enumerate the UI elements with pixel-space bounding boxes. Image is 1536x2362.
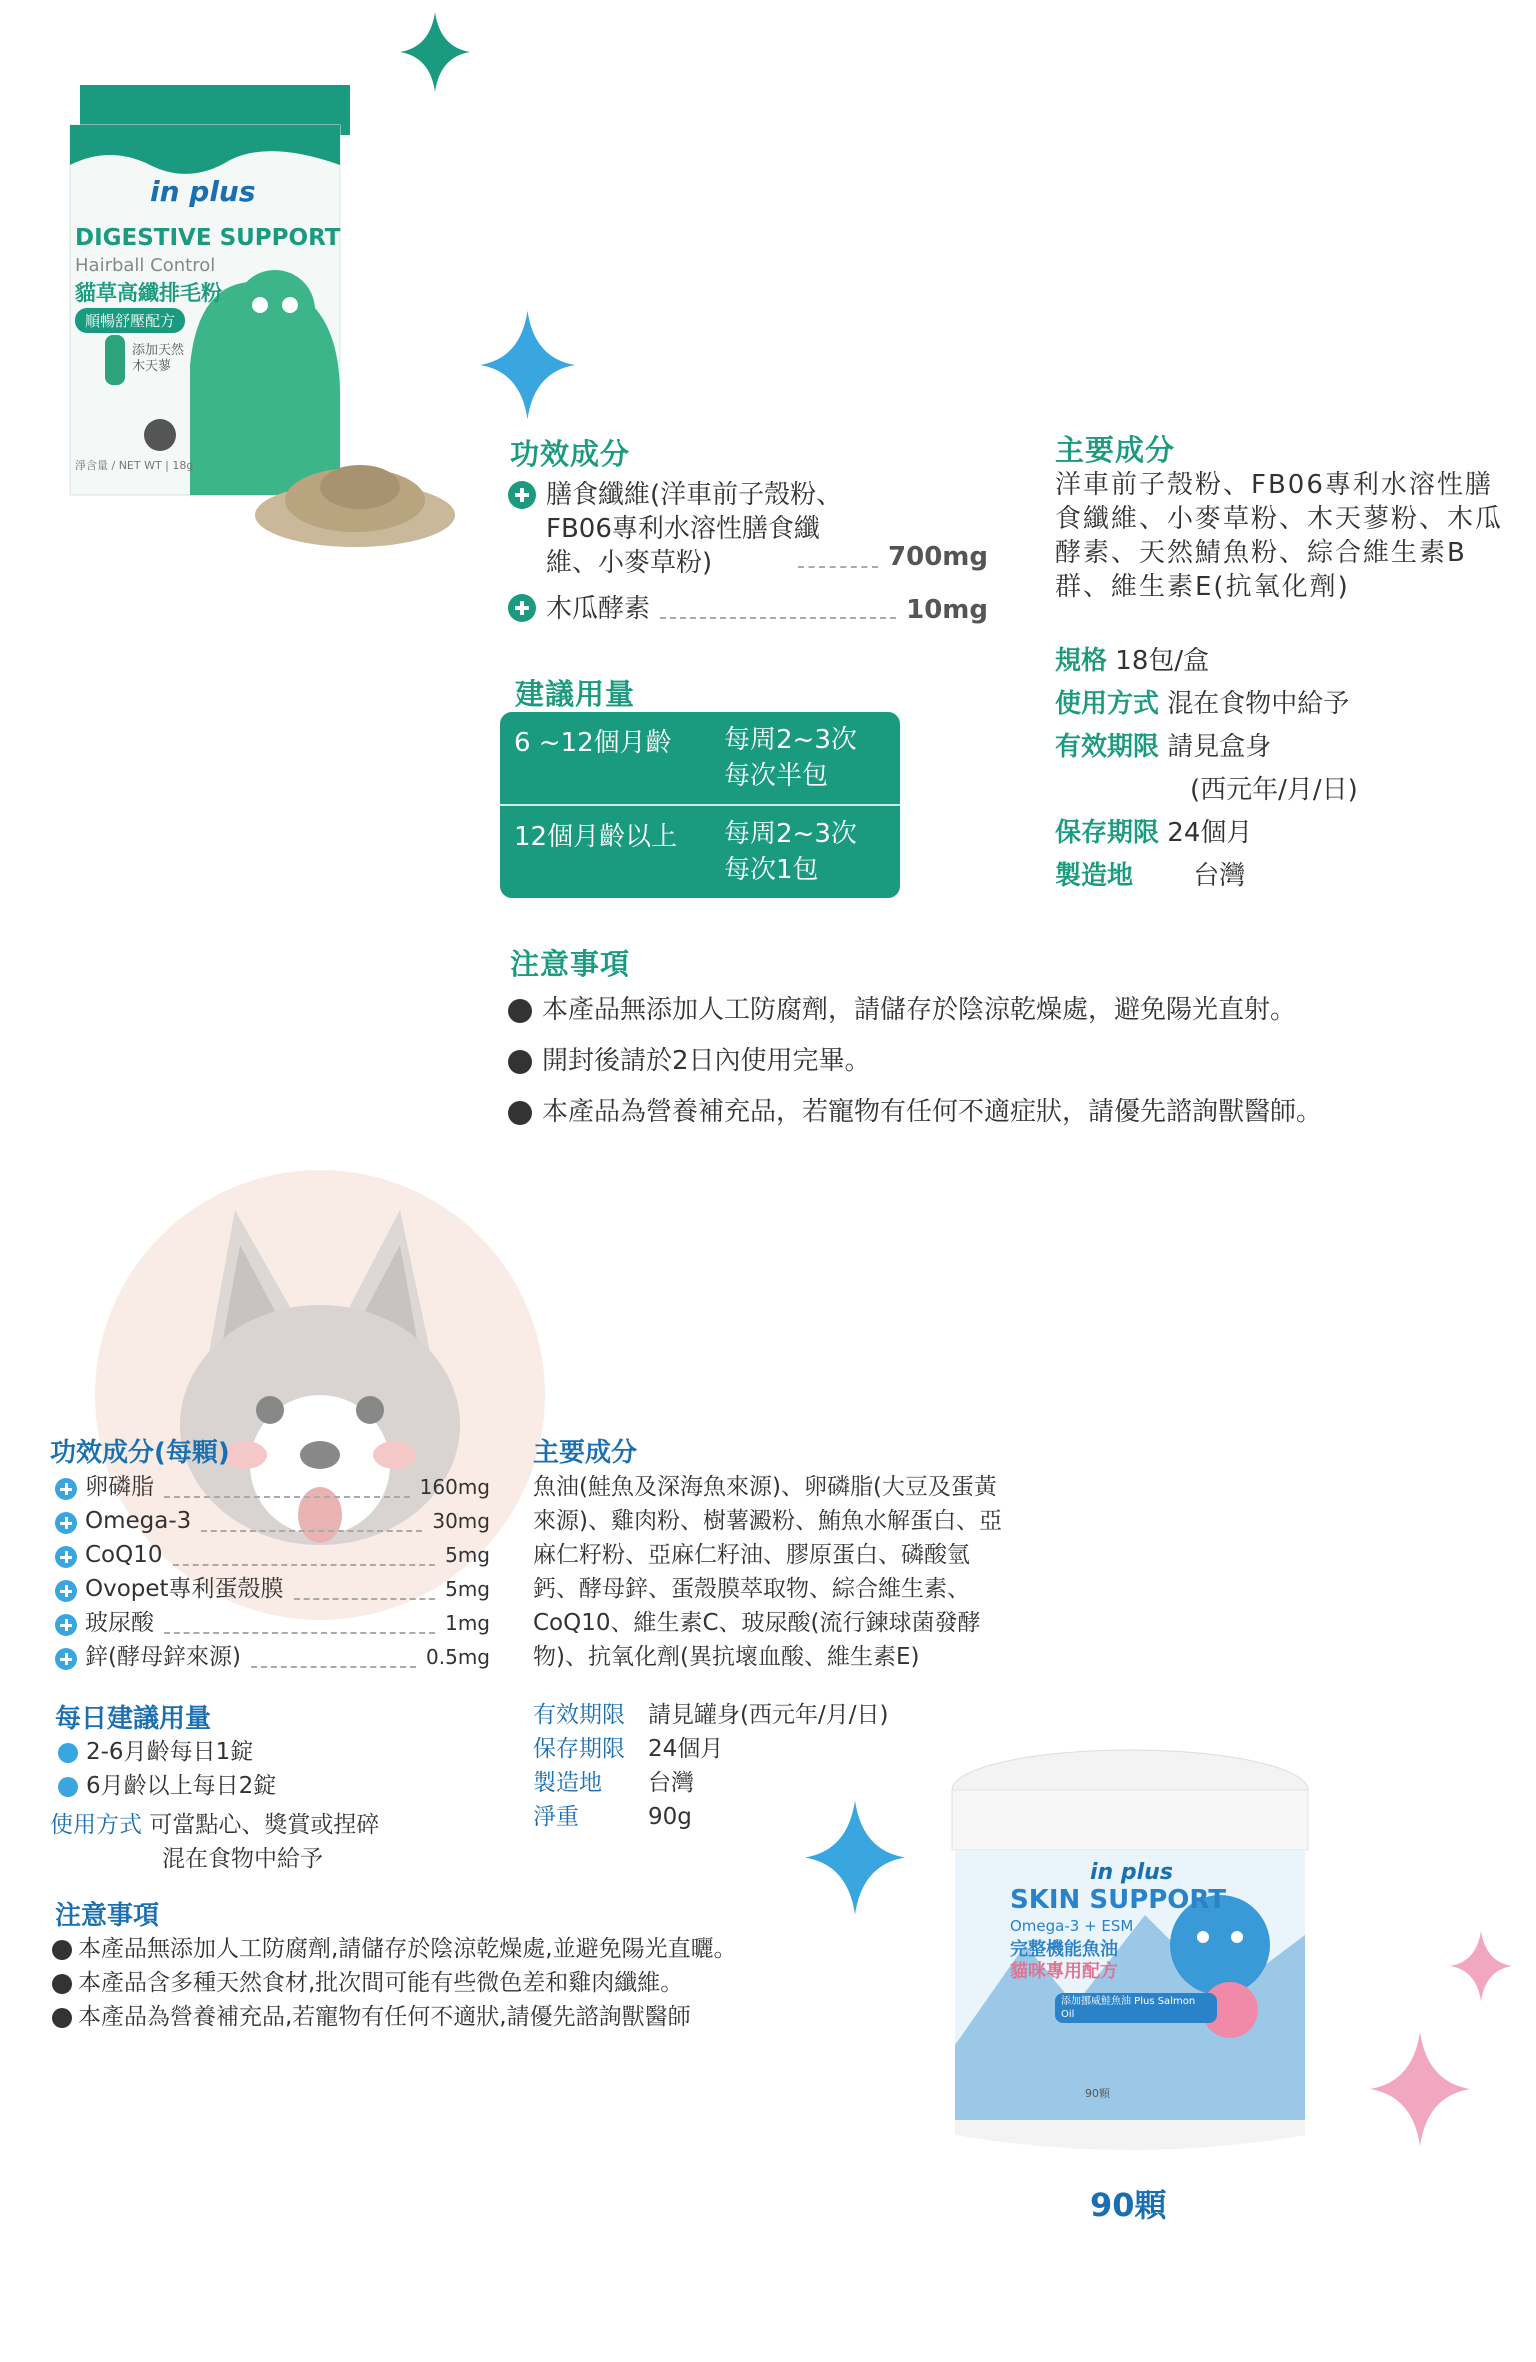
- efficacy-item-amount: 700mg: [888, 542, 988, 572]
- dosage-row: [500, 804, 900, 898]
- note-item: 開封後請於2日內使用完畢。: [508, 1036, 1322, 1087]
- dosage-table: [500, 712, 900, 898]
- spec-label: 保存期限: [1055, 818, 1160, 848]
- dosage-heading: 建議用量: [515, 677, 636, 711]
- spec-value: 24個月: [1167, 818, 1253, 848]
- efficacy-item-name: 木瓜酵素: [546, 594, 651, 624]
- powder-pile-image: [250, 445, 460, 555]
- efficacy-item-amount: 10mg: [906, 595, 988, 625]
- bullet-icon: [52, 1940, 72, 1960]
- notes-heading: 注意事項: [55, 1901, 160, 1931]
- usage-line: 混在食物中給予: [162, 1846, 323, 1872]
- usage-line: 可當點心、獎賞或捏碎: [149, 1812, 380, 1838]
- ingredients-heading: 主要成分: [533, 1438, 638, 1468]
- leader-dots: [294, 1598, 436, 1600]
- dosage-item: 2-6月齡每日1錠: [58, 1735, 276, 1769]
- bullet-icon: [52, 1974, 72, 1994]
- spec-value: 混在食物中給予: [1167, 689, 1350, 719]
- note-item: 本產品為營養補充品,若寵物有任何不適狀,請優先諮詢獸醫師: [52, 2000, 737, 2034]
- leader-dots: [201, 1530, 422, 1532]
- box-subtitle-en: Hairball Control: [75, 255, 216, 276]
- ingredients-heading: 主要成分: [1055, 433, 1176, 467]
- leader-dots: [164, 1496, 410, 1498]
- plus-circle-icon: [55, 1614, 77, 1636]
- box-badge: 順暢舒壓配方: [75, 308, 185, 333]
- leader-dots: [251, 1666, 416, 1668]
- efficacy-list: [55, 1470, 490, 1674]
- note-item: 本產品無添加人工防腐劑，請儲存於陰涼乾燥處，避免陽光直射。: [508, 985, 1322, 1036]
- leader-dots: [164, 1632, 435, 1634]
- sparkle-icon: [1450, 1930, 1512, 2002]
- leader-dots: [798, 566, 878, 568]
- plus-circle-icon: [55, 1512, 77, 1534]
- ingredients-text: 魚油(鮭魚及深海魚來源)、卵磷脂(大豆及蛋黃來源)、雞肉粉、樹薯澱粉、鮪魚水解蛋白、亞麻仁籽粉、亞麻仁籽油、膠原蛋白、磷酸氫鈣、酵母鋅、蛋殼膜萃取物、綜合維生素、CoQ10、維生素C、玻尿酸(流行鍊球菌發酵物)、抗氧化劑(異抗壞血酸、維生素E): [533, 1474, 1002, 1670]
- spec-label: 保存期限: [533, 1736, 625, 1762]
- plus-circle-icon: [55, 1546, 77, 1568]
- box-net: 淨含量 / NET WT | 18g: [75, 459, 194, 472]
- spec-label: 製造地: [533, 1770, 602, 1796]
- box-title-en: DIGESTIVE SUPPORT: [75, 225, 341, 251]
- bullet-icon: [508, 999, 532, 1023]
- box-brand: in plus: [150, 175, 256, 208]
- product-jar-skin: [945, 1745, 1315, 2155]
- note-item: 本產品含多種天然食材,批次間可能有些微色差和雞肉纖維。: [52, 1966, 737, 2000]
- spec-value: 24個月: [648, 1736, 724, 1762]
- spec-value: 台灣: [648, 1770, 694, 1796]
- efficacy-item: Ovopet專利蛋殼膜 5mg: [55, 1572, 490, 1606]
- notes-list: [52, 1932, 737, 2034]
- dosage-row: [500, 712, 900, 804]
- dosage-age: 12個月齡以上: [514, 822, 678, 852]
- dosage-list: [58, 1735, 276, 1803]
- note-item: 本產品無添加人工防腐劑,請儲存於陰涼乾燥處,並避免陽光直曬。: [52, 1932, 737, 1966]
- efficacy-item: 鋅(酵母鋅來源) 0.5mg: [55, 1640, 490, 1674]
- box-note: 添加天然木天蓼: [132, 343, 185, 374]
- leader-dots: [173, 1564, 436, 1566]
- spec-label: 淨重: [533, 1804, 579, 1830]
- plus-circle-icon: [55, 1580, 77, 1602]
- note-item: 本產品為營養補充品，若寵物有任何不適症狀，請優先諮詢獸醫師。: [508, 1087, 1322, 1138]
- dosage-heading: 每日建議用量: [55, 1704, 212, 1734]
- dosage-freq: 每周2~3次: [724, 819, 857, 849]
- efficacy-item: Omega-3 30mg: [55, 1504, 490, 1538]
- notes-heading: 注意事項: [510, 947, 631, 981]
- sparkle-icon: [805, 1800, 905, 1915]
- box-title-zh: 貓草高纖排毛粉: [75, 281, 222, 305]
- efficacy-item: 玻尿酸 1mg: [55, 1606, 490, 1640]
- spec-label: 有效期限: [1055, 732, 1160, 762]
- sparkle-icon: [480, 310, 575, 420]
- dosage-age: 6 ~12個月齡: [514, 728, 672, 758]
- product-box-digestive: [50, 65, 355, 505]
- spec-label: 有效期限: [533, 1702, 625, 1728]
- bullet-icon: [58, 1777, 78, 1797]
- jar-count-caption: 90顆: [1090, 2186, 1167, 2224]
- bullet-icon: [58, 1743, 78, 1763]
- notes-list: [508, 985, 1322, 1138]
- spec-value: (西元年/月/日): [1190, 775, 1358, 805]
- spec-value: 90g: [648, 1804, 692, 1830]
- plus-circle-icon: [508, 481, 536, 509]
- efficacy-item: [508, 588, 988, 625]
- efficacy-item: CoQ10 5mg: [55, 1538, 490, 1572]
- efficacy-item: 卵磷脂 160mg: [55, 1470, 490, 1504]
- sparkle-icon: [1370, 2030, 1470, 2148]
- dosage-amount: 每次1包: [724, 855, 819, 885]
- jar-brand: in plus: [1090, 1860, 1173, 1885]
- jar-subtitle-en: Omega-3 + ESM: [1010, 1917, 1134, 1935]
- jar-title-zh1: 完整機能魚油: [1010, 1939, 1118, 1960]
- ingredients-text: 洋車前子殼粉、FB06專利水溶性膳食纖維、小麥草粉、木天蓼粉、木瓜酵素、天然鯖魚粉、綜合維生素B群、維生素E(抗氧化劑): [1055, 470, 1504, 602]
- plus-circle-icon: [508, 594, 536, 622]
- spec-value: 請見盒身: [1167, 732, 1272, 762]
- spec-label: 規格: [1055, 646, 1108, 676]
- plus-circle-icon: [55, 1478, 77, 1500]
- spec-value: 請見罐身(西元年/月/日): [648, 1702, 889, 1728]
- jar-title-en: SKIN SUPPORT: [1010, 1885, 1226, 1915]
- spec-label: 製造地: [1055, 861, 1134, 891]
- efficacy-item: [508, 478, 988, 580]
- jar-tag: 添加挪威鮭魚油 Plus Salmon Oil: [1055, 1993, 1217, 2023]
- usage-label: 使用方式: [50, 1812, 142, 1838]
- efficacy-heading: 功效成分(每顆): [50, 1438, 230, 1468]
- specs-list: [1055, 640, 1358, 898]
- efficacy-heading: 功效成分: [510, 437, 631, 471]
- bullet-icon: [508, 1050, 532, 1074]
- bullet-icon: [52, 2008, 72, 2028]
- plus-circle-icon: [55, 1648, 77, 1670]
- dosage-amount: 每次半包: [724, 761, 829, 791]
- usage: [50, 1808, 379, 1876]
- jar-count: 90顆: [1085, 2087, 1110, 2100]
- bullet-icon: [508, 1101, 532, 1125]
- spec-value: 台灣: [1193, 861, 1246, 891]
- dosage-freq: 每周2~3次: [724, 725, 857, 755]
- jar-title-zh2: 貓咪專用配方: [1010, 1961, 1118, 1982]
- leader-dots: [660, 617, 896, 619]
- dosage-item: 6月齡以上每日2錠: [58, 1769, 276, 1803]
- spec-label: 使用方式: [1055, 689, 1160, 719]
- spec-value: 18包/盒: [1115, 646, 1210, 676]
- sparkle-icon: [400, 12, 470, 92]
- efficacy-item-name: 膳食纖維(洋車前子殼粉、FB06專利水溶性膳食纖維、小麥草粉): [546, 480, 843, 578]
